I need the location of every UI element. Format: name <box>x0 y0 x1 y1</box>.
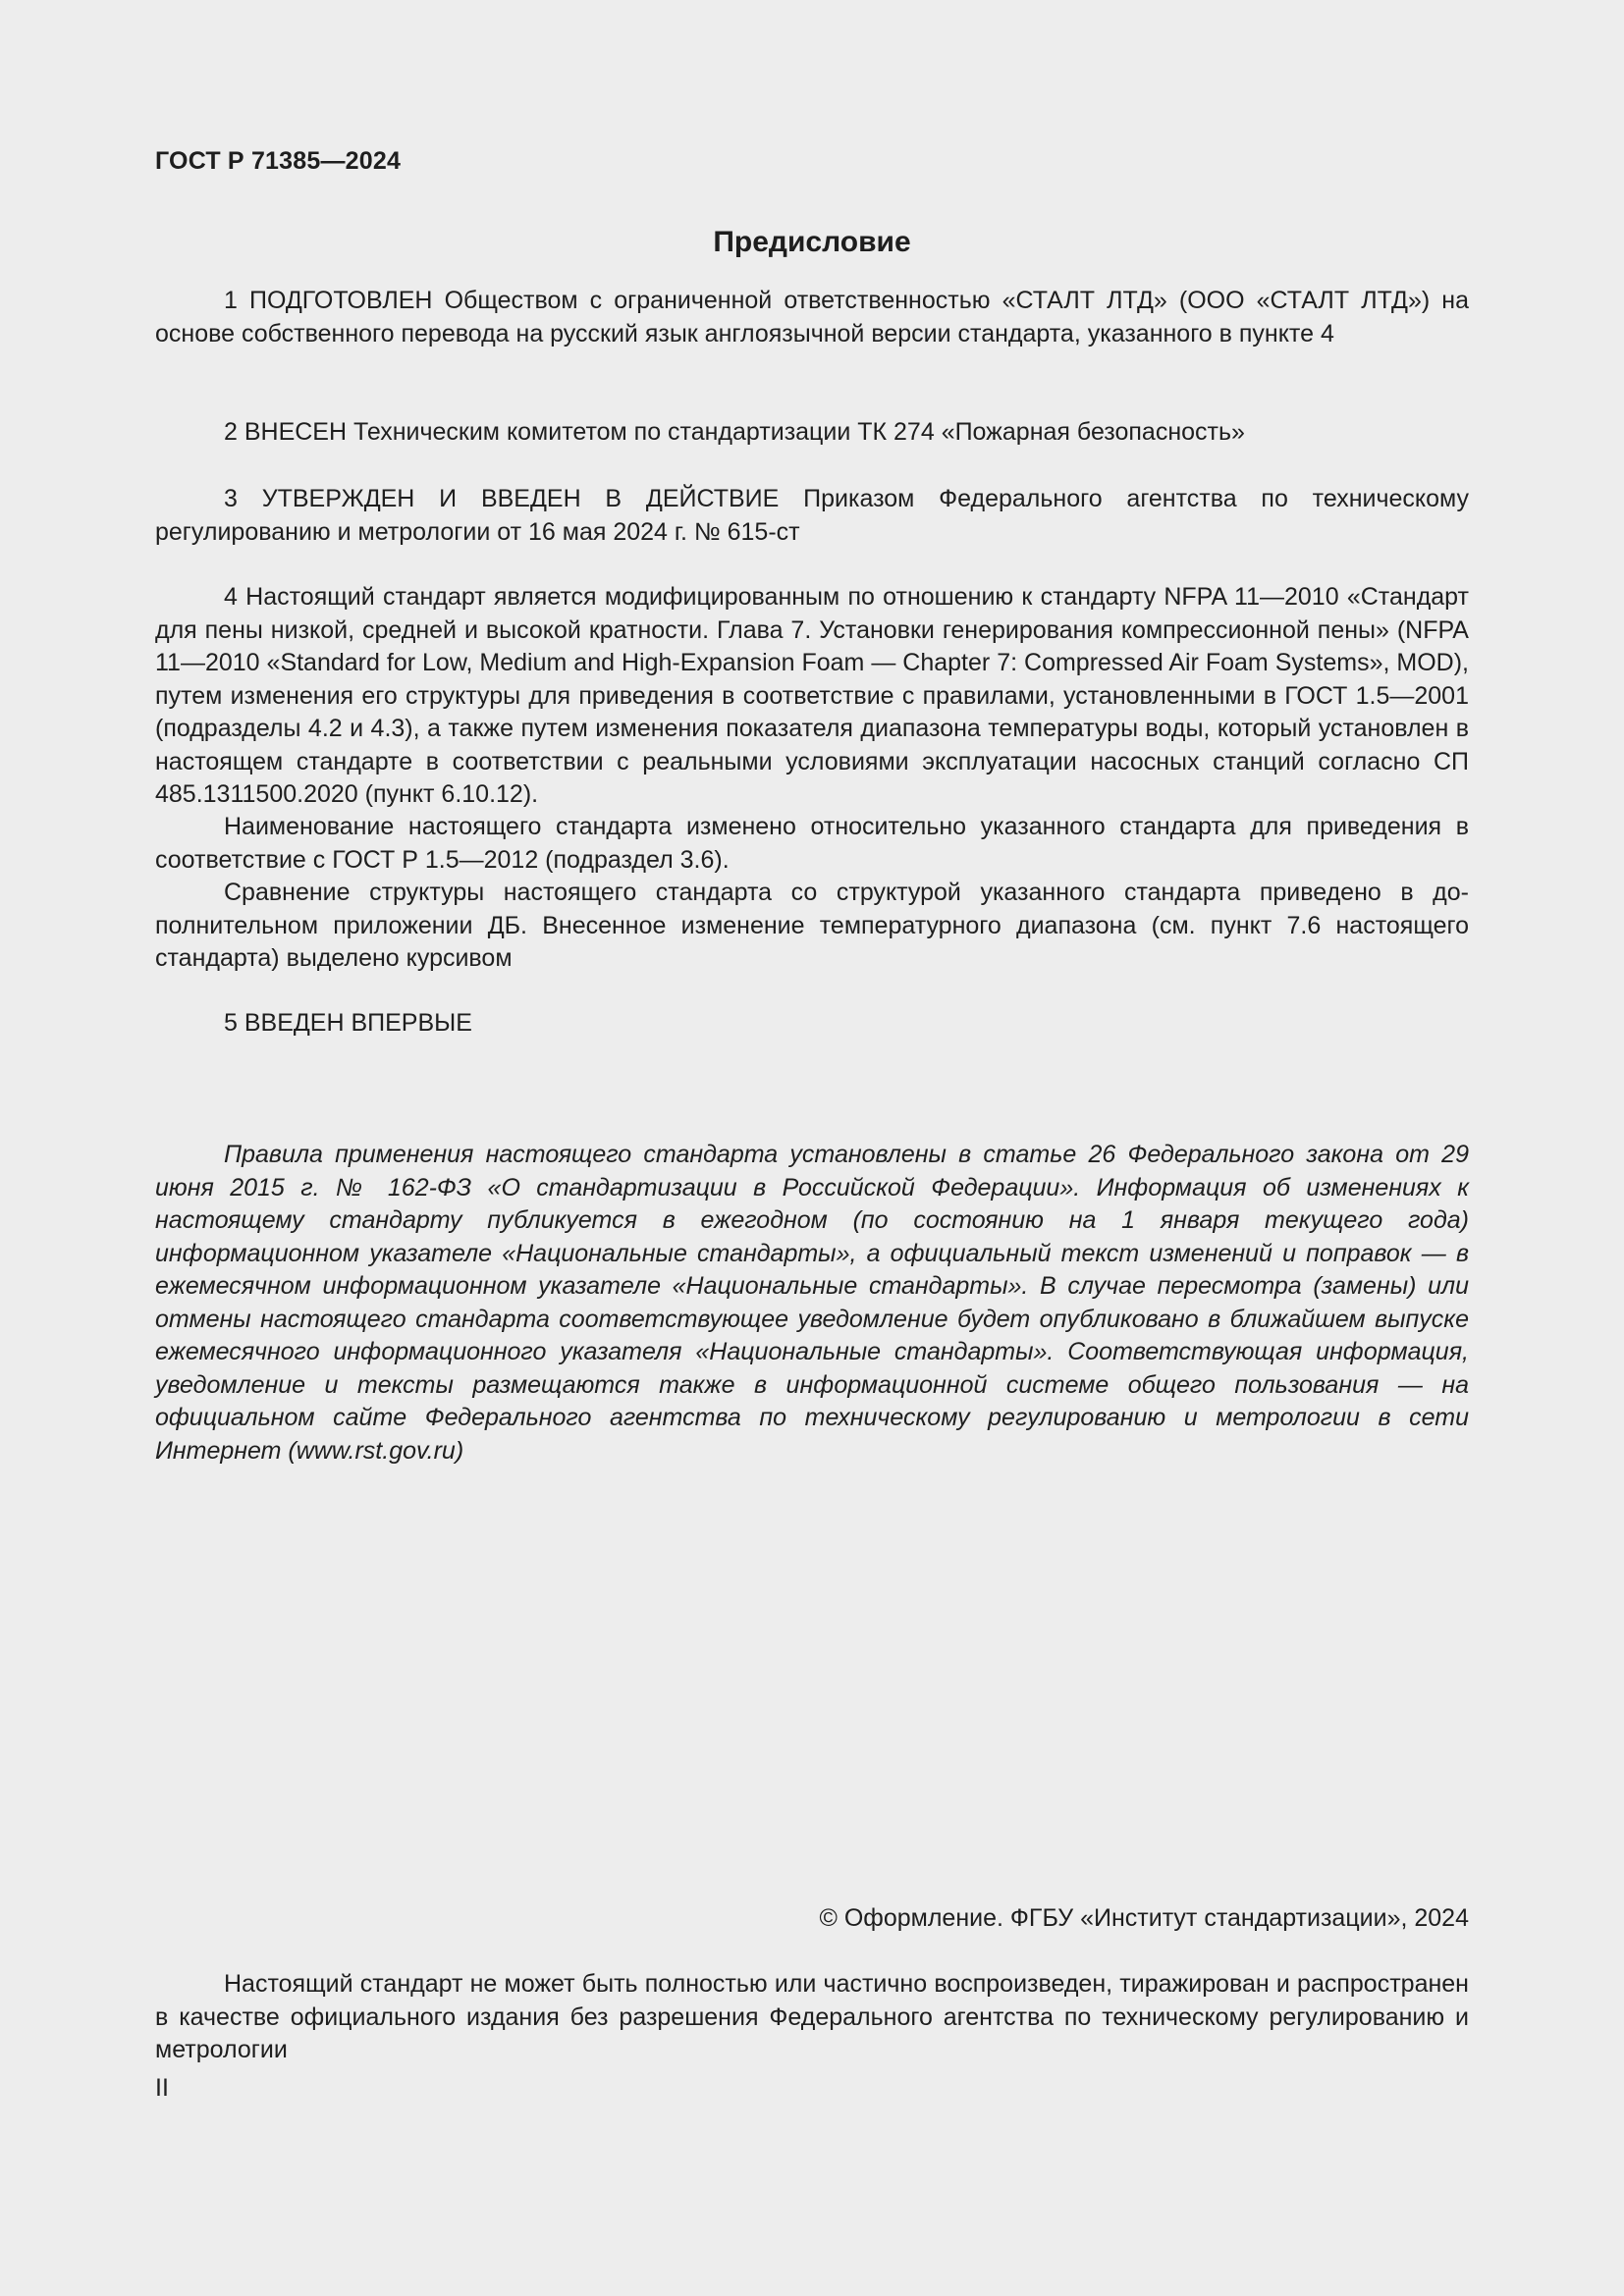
rules-notice: Правила применения настоящего стандарта установлены в статье 26 Федерального закона от 29 июня 2015 г. № 162-ФЗ «О стандартизации в Российской Федерации». Информация об изменениях к настоящему стандарту публикуется в ежегодном (по состоянию на 1 января текущего года) информационном указателе «Национальные стандарты», а официальный текст изменений и поправок — в ежемесячном информационном указателе «Национальные стандарты». В случае пересмотра (замены) или отмены настоящего стандарта соответствующее уведомление будет опубликовано в ближайшем выпуске ежемесячного информационного указателя «Национальные стандарты». Соответствующая информация, уведомление и тексты размещаются также в информационной системе общего пользования — на официальном сайте Федерального агентства по техническому регулированию и метрологии в сети Интернет (www.rst.gov.ru) <box>155 1141 1469 1465</box>
foreword-item-4-comparison-note: Сравнение структуры настоящего стандарта со структурой указанного стандарта приведено в дополнительном приложении ДБ. Внесенное изменение температурного диапазона (см. пункт 7.6 настоящего стандарта) выделено курсивом <box>155 879 1469 972</box>
foreword-item-2: 2 ВНЕСЕН Техническим комитетом по стандартизации ТК 274 «Пожарная безопасность» <box>224 418 1245 446</box>
foreword-item-4: 4 Настоящий стандарт является модифицированным по отношению к стандарту NFPA 11—2010 «Стандарт для пены низкой, средней и высокой кратности. Глава 7. Установки генерирования компрессионной пены» (NFPA 11—2010 «Standard for Low, Medium and High-Expansion Foam — Chapter 7: Compressed Air Foam Systems», MOD), путем изменения его структуры для приведения в соответствие с правилами, установленными в ГОСТ 1.5—2001 (подразделы 4.2 и 4.3), а также путем изменения показателя диапазона температуры воды, который установлен в настоящем стандарте в соответствии с реальными условиями эксплуатации насосных станций согласно СП 485.1311500.2020 (пункт 6.10.12). <box>155 583 1469 808</box>
page-title: Предисловие <box>713 226 911 258</box>
page-number: II <box>155 2074 169 2102</box>
foreword-item-5: 5 ВВЕДЕН ВПЕРВЫЕ <box>224 1009 472 1037</box>
copyright-line: © Оформление. ФГБУ «Институт стандартизации», 2024 <box>819 1904 1469 1932</box>
reproduction-notice: Настоящий стандарт не может быть полностью или частично воспроизведен, тиражирован и распространен в качестве официального издания без разрешения Федерального агентства по техническому регулированию и метрологии <box>155 1970 1469 2063</box>
document-code: ГОСТ Р 71385—2024 <box>155 147 402 175</box>
foreword-item-3: 3 УТВЕРЖДЕН И ВВЕДЕН В ДЕЙСТВИЕ Приказом Федерального агентства по техническому регулированию и метрологии от 16 мая 2024 г. № 615-ст <box>155 485 1469 546</box>
foreword-item-1: 1 ПОДГОТОВЛЕН Обществом с ограниченной ответственностью «СТАЛТ ЛТД» (ООО «СТАЛТ ЛТД») на основе собственного перевода на русский язык англоязычной версии стандарта, указанного в пункте 4 <box>155 287 1469 347</box>
foreword-item-4-name-note: Наименование настоящего стандарта изменено относительно указанного стандарта для приведения в соответствие с ГОСТ Р 1.5—2012 (подраздел 3.6). <box>155 813 1469 874</box>
